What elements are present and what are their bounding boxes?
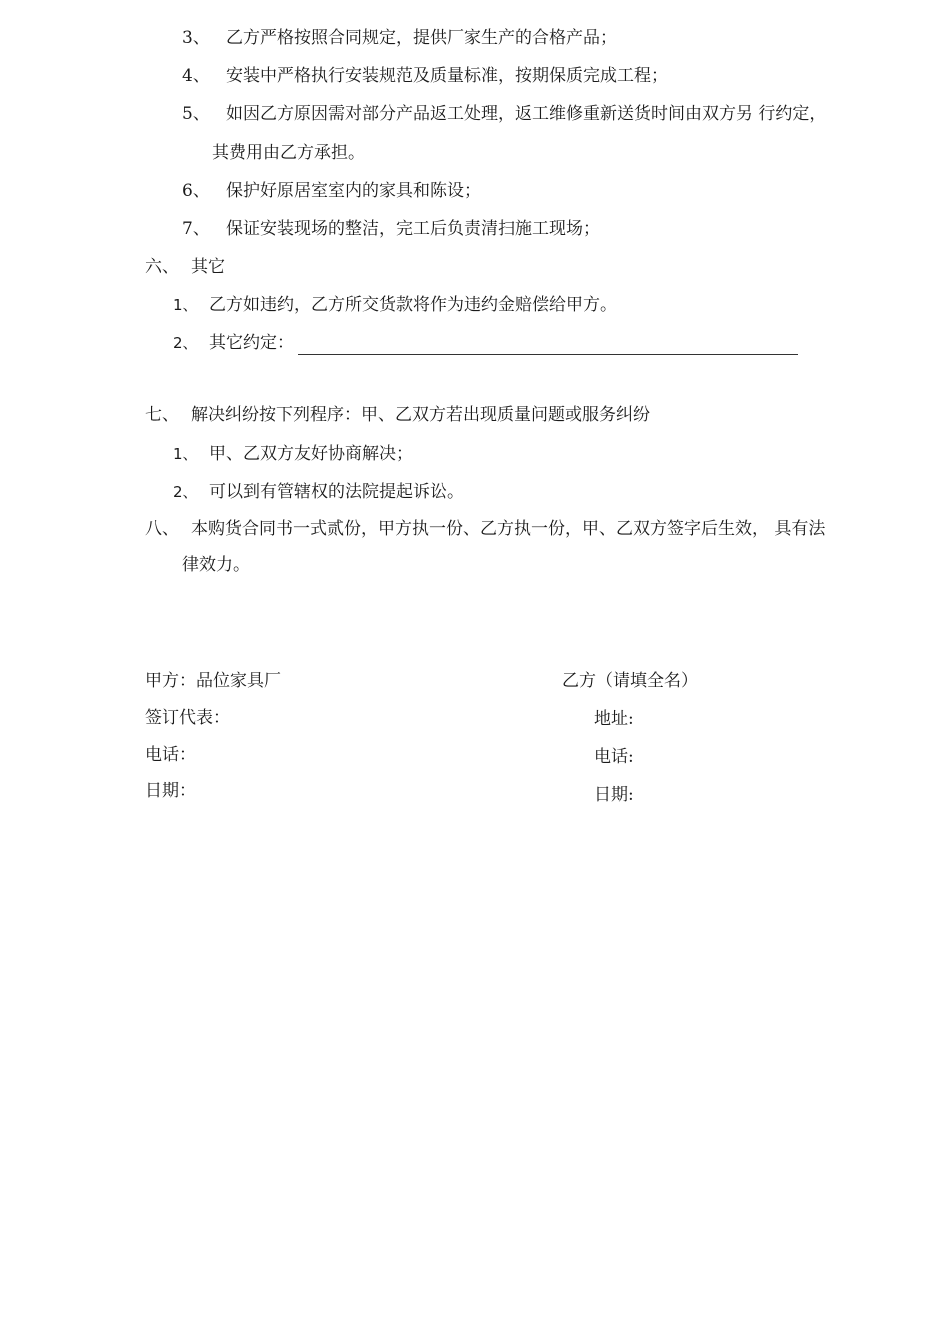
item-text: 保护好原居室室内的家具和陈设；: [226, 181, 481, 201]
party-b-phone-label: 电话:: [594, 747, 634, 767]
section-7-heading: [145, 403, 650, 427]
section-8-continuation: [182, 553, 250, 577]
section-number: 八、: [145, 519, 179, 539]
item-text: 乙方如违约，乙方所交货款将作为违约金赔偿给甲方。: [209, 295, 617, 315]
item-number: 1、: [173, 445, 198, 463]
clause-item-5-continuation: [212, 141, 365, 165]
item-number: 1、: [173, 296, 198, 314]
clause-item-3: [182, 26, 617, 50]
item-text: 安装中严格执行安装规范及质量标准，按期保质完成工程；: [226, 66, 668, 86]
section-number: 六、: [145, 257, 179, 277]
item-number: 4、: [182, 66, 210, 86]
item-number: 3、: [182, 28, 210, 48]
item-text: 如因乙方原因需对部分产品返工处理，返工维修重新送货时间由双方另 行约定，: [226, 104, 827, 124]
item-number: 2、: [173, 483, 198, 501]
item-text-continuation: 其费用由乙方承担。: [212, 143, 365, 163]
section-7-item-1: [173, 442, 413, 466]
party-b-name: 乙方（请填全名）: [562, 671, 698, 691]
party-a-name: 甲方：品位家具厂: [145, 671, 281, 691]
section-body-continuation: 律效力。: [182, 555, 250, 575]
clause-item-4: [182, 64, 668, 88]
section-title: 其它: [191, 257, 225, 277]
section-6-heading: [145, 255, 225, 279]
clause-item-6: [182, 179, 481, 203]
item-text: 乙方严格按照合同规定，提供厂家生产的合格产品；: [226, 28, 617, 48]
section-6-item-2: [173, 331, 798, 355]
section-body: 本购货合同书一式贰份，甲方执一份、乙方执一份，甲、乙双方签字后生效， 具有法: [191, 519, 826, 539]
party-a-phone-label: 电话：: [145, 745, 196, 765]
section-8-text: [145, 517, 825, 541]
item-text: 甲、乙双方友好协商解决；: [209, 444, 413, 464]
item-text: 可以到有管辖权的法院提起诉讼。: [209, 482, 464, 502]
party-a-representative-label: 签订代表：: [145, 708, 230, 728]
section-7-item-2: [173, 480, 464, 504]
party-b-address-label: 地址:: [594, 709, 634, 729]
clause-item-7: [182, 217, 600, 241]
item-text: 保证安装现场的整洁，完工后负责清扫施工现场；: [226, 219, 600, 239]
item-number: 7、: [182, 219, 210, 239]
item-text: 其它约定：: [209, 333, 294, 353]
section-title: 解决纠纷按下列程序：甲、乙双方若出现质量问题或服务纠纷: [191, 405, 650, 425]
clause-item-5: [182, 102, 826, 126]
section-6-item-1: [173, 293, 617, 317]
party-b-date-label: 日期:: [594, 785, 634, 805]
item-number: 6、: [182, 181, 210, 201]
other-agreement-blank-line[interactable]: [298, 334, 798, 355]
party-a-date-label: 日期：: [145, 781, 196, 801]
section-number: 七、: [145, 405, 179, 425]
item-number: 2、: [173, 334, 198, 352]
item-number: 5、: [182, 104, 210, 124]
